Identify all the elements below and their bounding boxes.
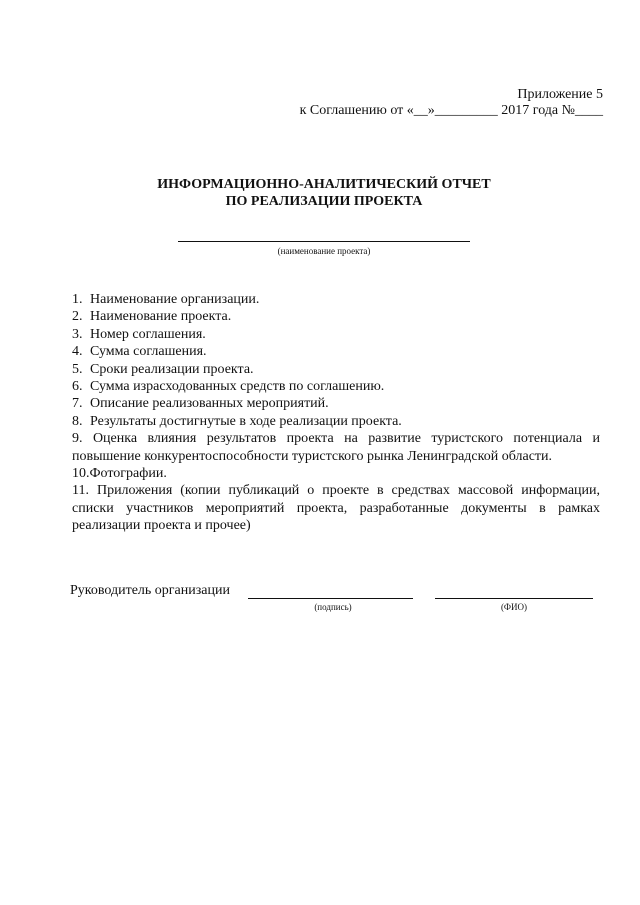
- item-text: Сумма соглашения.: [90, 344, 207, 360]
- project-name-blank-line: [178, 241, 470, 242]
- item-text: Сумма израсходованных средств по соглашению.: [90, 379, 385, 395]
- list-item: [72, 465, 600, 482]
- list-item: [72, 430, 600, 465]
- list-item: [72, 395, 600, 412]
- name-caption: (ФИО): [500, 602, 528, 612]
- item-number: 8.: [72, 413, 83, 429]
- appendix-number: Приложение 5: [517, 87, 603, 102]
- item-text: Результаты достигнутые в ходе реализации проекта.: [90, 413, 402, 429]
- item-text: Сроки реализации проекта.: [90, 361, 254, 377]
- list-item: [72, 326, 600, 343]
- report-title-line-1: ИНФОРМАЦИОННО-АНАЛИТИЧЕСКИЙ ОТЧЕТ: [157, 177, 491, 192]
- item-text: Наименование проекта.: [90, 309, 232, 325]
- item-number: 10.: [72, 466, 90, 482]
- list-item: [72, 413, 600, 430]
- item-text: Приложения (копии публикаций о проекте в средствах массовой информации, списки участников мероприятий проекта, разработанные документы в рамках реализации проекта и прочее): [72, 483, 601, 534]
- item-text: Номер соглашения.: [90, 326, 206, 342]
- signature-caption: (подпись): [314, 602, 352, 612]
- item-number: 2.: [72, 309, 83, 325]
- report-title-line-2: ПО РЕАЛИЗАЦИИ ПРОЕКТА: [225, 194, 423, 209]
- list-item: [72, 291, 600, 308]
- list-item: [72, 343, 600, 360]
- item-number: 4.: [72, 344, 83, 360]
- item-number: 7.: [72, 396, 83, 412]
- report-items-list: [72, 291, 600, 535]
- list-item: [72, 482, 600, 534]
- list-item: [72, 378, 600, 395]
- project-name-caption: (наименование проекта): [277, 246, 371, 256]
- item-number: 9.: [72, 431, 83, 447]
- name-blank-line: [435, 598, 593, 599]
- list-item: [72, 308, 600, 325]
- signature-blank-line: [248, 598, 413, 599]
- item-number: 3.: [72, 326, 83, 342]
- item-number: 11.: [72, 483, 89, 499]
- list-item: [72, 361, 600, 378]
- item-text: Фотографии.: [89, 466, 167, 482]
- item-number: 1.: [72, 292, 83, 307]
- item-text: Наименование организации.: [90, 292, 260, 307]
- item-number: 5.: [72, 361, 83, 377]
- item-text: Описание реализованных мероприятий.: [90, 396, 329, 412]
- signature-label: Руководитель организации: [70, 583, 230, 598]
- item-text: Оценка влияния результатов проекта на развитие туристского потенциала и повышение конкурентоспособности туристского рынка Ленинградской области.: [72, 431, 600, 464]
- item-number: 6.: [72, 379, 83, 395]
- agreement-reference: к Соглашению от «__»_________ 2017 года №____: [299, 103, 603, 118]
